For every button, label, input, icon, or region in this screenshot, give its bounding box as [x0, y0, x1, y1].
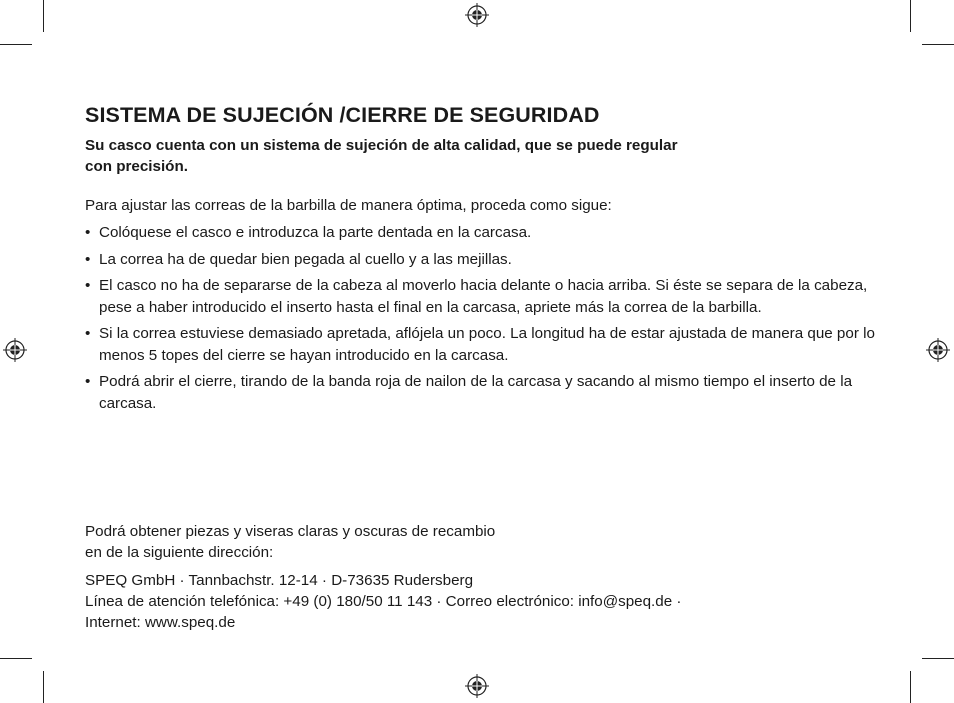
- registration-mark-icon: [3, 338, 27, 362]
- hotline-email: Línea de atención telefónica: +49 (0) 180/50 11 143 · Correo electrónico: info@speq.de ·: [85, 593, 682, 610]
- contact-block: [85, 521, 845, 633]
- list-item: [85, 371, 894, 414]
- step-text: Podrá abrir el cierre, tirando de la banda roja de nailon de la carcasa y sacando al mismo tiempo el inserto de la carcasa.: [99, 373, 853, 412]
- crop-mark-top-right-horizontal: [922, 44, 954, 45]
- crop-mark-top-left-horizontal: [0, 44, 32, 45]
- instructions-section: [85, 101, 885, 419]
- registration-mark-icon: [465, 3, 489, 27]
- list-item: [85, 323, 894, 366]
- crop-mark-bottom-left-vertical: [43, 671, 44, 703]
- list-item: [85, 275, 894, 318]
- step-text: El casco no ha de separarse de la cabeza al moverlo hacia delante o hacia arriba. Si éste se separa de la cabeza, pese a haber introducido el inserto hasta el final en la carcasa, apriete más la correa de la barbilla.: [99, 277, 868, 316]
- crop-mark-bottom-right-horizontal: [922, 658, 954, 659]
- company-address: SPEQ GmbH · Tannbachstr. 12-14 · D-73635 Rudersberg: [85, 572, 474, 589]
- intro-text: [85, 135, 785, 177]
- bullet: •: [85, 250, 91, 268]
- registration-mark-icon: [926, 338, 950, 362]
- spare-parts-note: [85, 521, 845, 563]
- crop-mark-bottom-right-vertical: [910, 671, 911, 703]
- bullet: •: [85, 224, 91, 241]
- bullet: •: [85, 325, 91, 342]
- spare-parts-line-2: en de la siguiente dirección:: [85, 544, 274, 561]
- bullet: •: [85, 277, 91, 294]
- website: Internet: www.speq.de: [85, 614, 236, 631]
- section-title: SISTEMA DE SUJECIÓN /CIERRE DE SEGURIDAD: [85, 103, 600, 127]
- list-item: [85, 249, 894, 271]
- crop-mark-top-right-vertical: [910, 0, 911, 32]
- registration-mark-icon: [465, 674, 489, 698]
- crop-mark-bottom-left-horizontal: [0, 658, 32, 659]
- intro-line-2: con precisión.: [85, 158, 188, 175]
- spare-parts-line-1: Podrá obtener piezas y viseras claras y oscuras de recambio: [85, 523, 496, 540]
- steps-list: [85, 222, 885, 414]
- lead-text: Para ajustar las correas de la barbilla de manera óptima, proceda como sigue:: [85, 197, 612, 214]
- crop-mark-top-left-vertical: [43, 0, 44, 32]
- address-block: [85, 570, 845, 633]
- step-text: Si la correa estuviese demasiado apretada, aflójela un poco. La longitud ha de estar ajustada de manera que por lo menos 5 topes del cierre se hayan introducido en la carcasa.: [99, 325, 875, 364]
- bullet: •: [85, 373, 91, 390]
- list-item: [85, 222, 894, 244]
- intro-line-1: Su casco cuenta con un sistema de sujeción de alta calidad, que se puede regular: [85, 137, 678, 154]
- step-text: Colóquese el casco e introduzca la parte dentada en la carcasa.: [99, 224, 532, 241]
- step-text: La correa ha de quedar bien pegada al cuello y a las mejillas.: [99, 250, 512, 268]
